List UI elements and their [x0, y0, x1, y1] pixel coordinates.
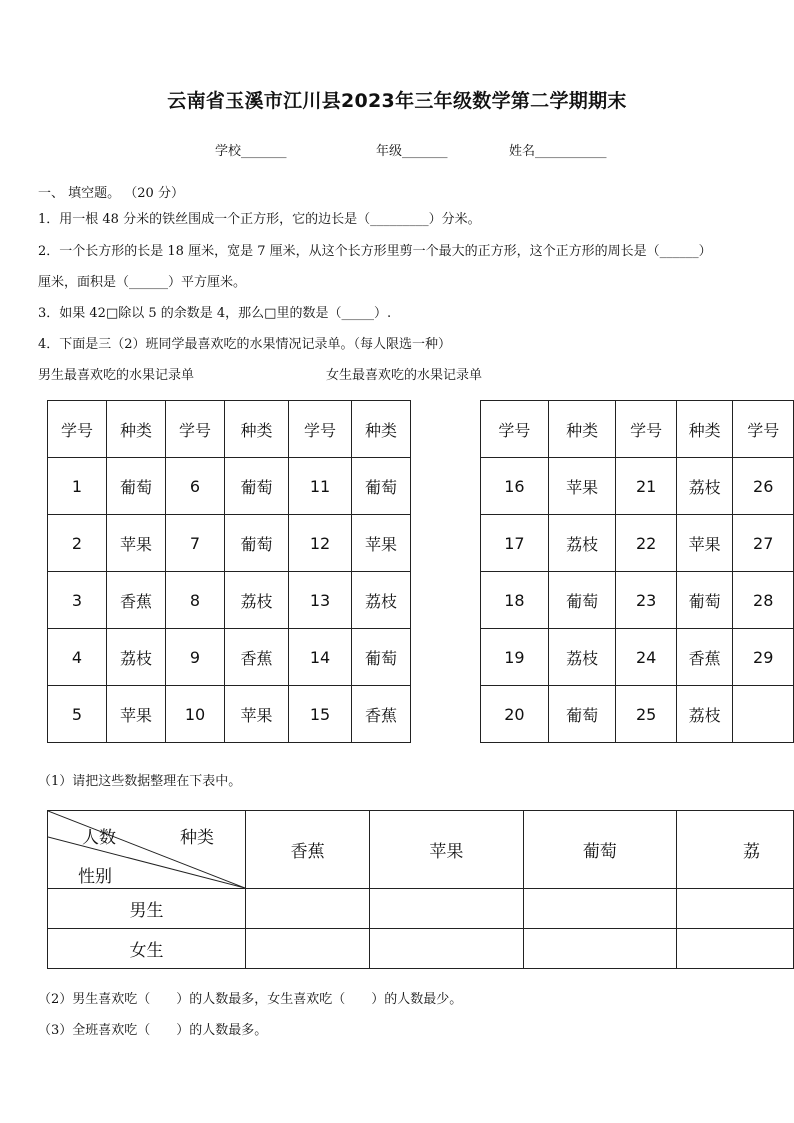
table-row — [481, 572, 794, 629]
table-cell: 14 — [289, 629, 352, 686]
header-cell: 学号 — [733, 401, 794, 458]
table-cell: 荔枝 — [225, 572, 289, 629]
column-header: 荔 — [677, 811, 794, 889]
answer-cell[interactable] — [246, 929, 370, 969]
table-cell: 荔枝 — [548, 629, 616, 686]
table-cell: 18 — [481, 572, 549, 629]
answer-cell[interactable] — [523, 929, 676, 969]
column-header: 苹果 — [370, 811, 523, 889]
table-cell: 荔枝 — [548, 515, 616, 572]
table-cell: 28 — [733, 572, 794, 629]
header-cell: 种类 — [676, 401, 733, 458]
answer-cell[interactable] — [523, 889, 676, 929]
table-cell: 荔枝 — [676, 686, 733, 743]
girls-record-table — [480, 400, 794, 743]
row-header: 男生 — [48, 889, 246, 929]
table-row — [481, 515, 794, 572]
table-cell: 苹果 — [548, 458, 616, 515]
table-cell: 苹果 — [225, 686, 289, 743]
table-cell: 24 — [616, 629, 677, 686]
corner-label-fruit: 种类 — [180, 828, 214, 848]
question-2-line-1: 2．一个长方形的长是 18 厘米，宽是 7 厘米，从这个长方形里剪一个最大的正方形，这个正方形的周长是（______） — [38, 244, 712, 259]
table-cell: 荔枝 — [352, 572, 411, 629]
table-cell: 葡萄 — [352, 629, 411, 686]
table-cell: 葡萄 — [225, 515, 289, 572]
table-cell: 葡萄 — [107, 458, 166, 515]
table-cell: 13 — [289, 572, 352, 629]
header-cell: 种类 — [225, 401, 289, 458]
table-cell: 25 — [616, 686, 677, 743]
table-cell: 6 — [166, 458, 225, 515]
sub-question-1: （1）请把这些数据整理在下表中。 — [38, 774, 242, 789]
table-cell: 苹果 — [676, 515, 733, 572]
table-cell: 1 — [48, 458, 107, 515]
question-3: 3．如果 42□除以 5 的余数是 4，那么□里的数是（_____）. — [38, 306, 392, 321]
question-2-line-2: 厘米，面积是（______）平方厘米。 — [38, 275, 247, 290]
summary-header-row — [48, 811, 794, 889]
summary-table-viewport — [47, 810, 794, 972]
table-cell: 20 — [481, 686, 549, 743]
answer-cell[interactable] — [677, 929, 794, 969]
table-cell: 2 — [48, 515, 107, 572]
table-cell: 21 — [616, 458, 677, 515]
table-header-row — [48, 401, 411, 458]
table-cell — [733, 686, 794, 743]
answer-cell[interactable] — [246, 889, 370, 929]
section-heading: 一、 填空题。 （20 分） — [38, 186, 184, 201]
diagonal-header-cell — [48, 811, 246, 889]
girls-caption: 女生最喜欢吃的水果记录单 — [326, 368, 483, 383]
table-cell: 19 — [481, 629, 549, 686]
table-cell: 29 — [733, 629, 794, 686]
summary-row-boys — [48, 889, 794, 929]
summary-row-girls — [48, 929, 794, 969]
table-cell: 3 — [48, 572, 107, 629]
header-cell: 学号 — [48, 401, 107, 458]
summary-table — [47, 810, 794, 969]
column-header: 香蕉 — [246, 811, 370, 889]
table-row — [48, 686, 411, 743]
sub-question-3: （3）全班喜欢吃（ ）的人数最多。 — [38, 1023, 268, 1038]
table-cell: 苹果 — [107, 515, 166, 572]
header-cell: 学号 — [616, 401, 677, 458]
table-cell: 4 — [48, 629, 107, 686]
table-row — [48, 458, 411, 515]
table-cell: 17 — [481, 515, 549, 572]
answer-cell[interactable] — [677, 889, 794, 929]
table-cell: 香蕉 — [352, 686, 411, 743]
table-cell: 葡萄 — [352, 458, 411, 515]
header-cell: 学号 — [481, 401, 549, 458]
table-row — [48, 572, 411, 629]
table-cell: 12 — [289, 515, 352, 572]
table-cell: 葡萄 — [548, 572, 616, 629]
header-cell: 学号 — [166, 401, 225, 458]
table-row — [481, 686, 794, 743]
table-row — [481, 458, 794, 515]
table-cell: 10 — [166, 686, 225, 743]
table-cell: 15 — [289, 686, 352, 743]
table-cell: 葡萄 — [225, 458, 289, 515]
question-1: 1．用一根 48 分米的铁丝围成一个正方形，它的边长是（_________）分米。 — [38, 212, 481, 227]
header-cell: 学号 — [289, 401, 352, 458]
question-4: 4．下面是三（2）班同学最喜欢吃的水果情况记录单。（每人限选一种） — [38, 337, 452, 352]
name-field: 姓名___________ — [509, 144, 607, 159]
table-cell: 9 — [166, 629, 225, 686]
header-cell: 种类 — [107, 401, 166, 458]
table-row — [481, 629, 794, 686]
corner-label-people: 人数 — [82, 828, 116, 848]
table-cell: 荔枝 — [107, 629, 166, 686]
grade-field: 年级_______ — [376, 144, 448, 159]
table-cell: 苹果 — [352, 515, 411, 572]
table-cell: 8 — [166, 572, 225, 629]
table-cell: 葡萄 — [548, 686, 616, 743]
corner-label-gender: 性别 — [78, 867, 112, 887]
school-field: 学校_______ — [215, 144, 287, 159]
table-cell: 26 — [733, 458, 794, 515]
table-row — [48, 515, 411, 572]
table-cell: 11 — [289, 458, 352, 515]
table-header-row — [481, 401, 794, 458]
boys-record-table — [47, 400, 411, 743]
table-cell: 27 — [733, 515, 794, 572]
row-header: 女生 — [48, 929, 246, 969]
column-header: 葡萄 — [523, 811, 676, 889]
table-cell: 苹果 — [107, 686, 166, 743]
answer-cell[interactable] — [370, 889, 523, 929]
sub-question-2: （2）男生喜欢吃（ ）的人数最多，女生喜欢吃（ ）的人数最少。 — [38, 992, 463, 1007]
table-cell: 香蕉 — [107, 572, 166, 629]
answer-cell[interactable] — [370, 929, 523, 969]
table-cell: 香蕉 — [676, 629, 733, 686]
boys-caption: 男生最喜欢吃的水果记录单 — [38, 368, 195, 383]
header-cell: 种类 — [548, 401, 616, 458]
table-row — [48, 629, 411, 686]
girls-table-viewport — [480, 400, 794, 760]
table-cell: 7 — [166, 515, 225, 572]
table-cell: 香蕉 — [225, 629, 289, 686]
table-cell: 22 — [616, 515, 677, 572]
table-cell: 5 — [48, 686, 107, 743]
header-cell: 种类 — [352, 401, 411, 458]
page-title: 云南省玉溪市江川县2023年三年级数学第二学期期末 — [167, 90, 627, 112]
table-cell: 葡萄 — [676, 572, 733, 629]
table-cell: 荔枝 — [676, 458, 733, 515]
table-cell: 23 — [616, 572, 677, 629]
table-cell: 16 — [481, 458, 549, 515]
